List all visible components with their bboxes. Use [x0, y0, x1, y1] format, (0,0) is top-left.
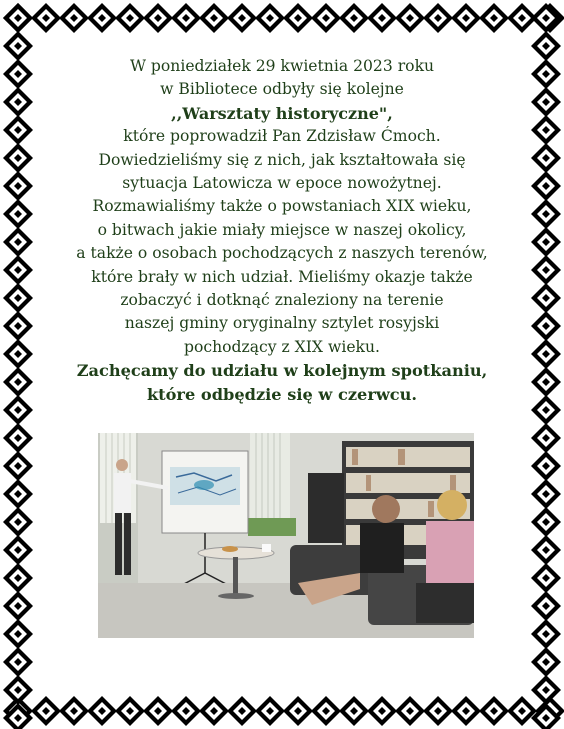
border-diamond — [3, 199, 33, 229]
border-diamond — [283, 696, 313, 726]
text-line-4: które poprowadził Pan Zdzisław Ćmoch. — [123, 127, 441, 146]
border-diamond — [3, 395, 33, 425]
border-diamond — [143, 3, 173, 33]
border-diamond — [3, 423, 33, 453]
border-diamond — [531, 451, 561, 481]
border-diamond — [227, 3, 257, 33]
border-diamond — [531, 479, 561, 509]
border-diamond — [171, 696, 201, 726]
border-diamond — [531, 59, 561, 89]
border-diamond — [227, 696, 257, 726]
border-diamond — [3, 227, 33, 257]
border-diamond — [311, 696, 341, 726]
border-diamond — [3, 563, 33, 593]
border-diamond — [3, 507, 33, 537]
border-diamond — [531, 227, 561, 257]
border-top — [0, 0, 564, 36]
border-diamond — [531, 395, 561, 425]
border-diamond — [3, 115, 33, 145]
border-diamond — [3, 451, 33, 481]
border-diamond — [283, 3, 313, 33]
border-diamond — [531, 31, 561, 61]
border-diamond — [395, 696, 425, 726]
border-diamond — [531, 535, 561, 565]
border-diamond — [255, 696, 285, 726]
border-diamond — [339, 696, 369, 726]
border-diamond — [531, 367, 561, 397]
text-line-7: Rozmawialiśmy także o powstaniach XIX wieku, — [92, 197, 472, 216]
border-diamond — [3, 367, 33, 397]
border-diamond — [3, 675, 33, 705]
border-diamond — [531, 339, 561, 369]
border-diamond — [339, 3, 369, 33]
border-diamond — [87, 696, 117, 726]
border-diamond — [3, 143, 33, 173]
border-diamond — [3, 311, 33, 341]
border-diamond — [3, 31, 33, 61]
text-line-11: zobaczyć i dotknąć znaleziony na terenie — [120, 291, 444, 310]
workshop-photo-illustration — [98, 433, 474, 638]
border-diamond — [531, 3, 561, 33]
border-diamond — [3, 87, 33, 117]
text-line-6: sytuacja Latowicza w epoce nowożytnej. — [122, 174, 442, 193]
border-diamond — [423, 3, 453, 33]
border-diamond — [531, 703, 561, 729]
border-diamond — [531, 171, 561, 201]
text-line-2: w Bibliotece odbyły się kolejne — [160, 80, 404, 99]
text-line-9: a także o osobach pochodzących z naszych terenów, — [76, 244, 488, 263]
text-line-5: Dowiedzieliśmy się z nich, jak kształtowała się — [98, 150, 466, 169]
border-diamond — [531, 423, 561, 453]
border-diamond — [531, 283, 561, 313]
border-diamond — [3, 255, 33, 285]
border-diamond — [115, 696, 145, 726]
invitation-line-2: które odbędzie się w czerwcu. — [146, 384, 418, 404]
border-diamond — [423, 696, 453, 726]
border-diamond — [531, 311, 561, 341]
text-line-1: W poniedziałek 29 kwietnia 2023 roku — [129, 57, 435, 75]
border-diamond — [171, 3, 201, 33]
border-diamond — [531, 199, 561, 229]
border-diamond — [3, 3, 33, 33]
text-line-8: o bitwach jakie miały miejsce w naszej okolicy, — [97, 220, 467, 239]
text-line-12: naszej gminy oryginalny sztylet rosyjski — [124, 314, 440, 333]
border-diamond — [3, 339, 33, 369]
border-diamond — [255, 3, 285, 33]
workshop-photo — [98, 433, 474, 638]
border-diamond — [199, 696, 229, 726]
border-diamond — [531, 507, 561, 537]
border-left — [0, 0, 36, 729]
border-diamond — [3, 59, 33, 89]
border-diamond — [87, 3, 117, 33]
border-diamond — [395, 3, 425, 33]
border-diamond — [59, 696, 89, 726]
border-diamond — [367, 696, 397, 726]
border-diamond — [531, 87, 561, 117]
border-diamond — [531, 143, 561, 173]
border-diamond — [311, 3, 341, 33]
border-diamond — [531, 255, 561, 285]
border-diamond — [451, 696, 481, 726]
text-line-10: które brały w nich udział. Mieliśmy okazje także — [91, 267, 473, 286]
border-right — [528, 0, 564, 729]
border-diamond — [479, 696, 509, 726]
border-diamond — [531, 619, 561, 649]
border-diamond — [531, 563, 561, 593]
border-diamond — [367, 3, 397, 33]
border-diamond — [479, 3, 509, 33]
border-diamond — [3, 535, 33, 565]
border-diamond — [199, 3, 229, 33]
border-diamond — [3, 171, 33, 201]
border-diamond — [143, 696, 173, 726]
border-diamond — [3, 591, 33, 621]
invitation-line-1: Zachęcamy do udziału w kolejnym spotkaniu, — [76, 361, 488, 381]
workshop-title: ,,Warsztaty historyczne", — [171, 103, 393, 123]
border-diamond — [3, 619, 33, 649]
announcement-text — [40, 55, 524, 406]
border-diamond — [3, 283, 33, 313]
border-diamond — [531, 675, 561, 705]
border-diamond — [59, 3, 89, 33]
border-diamond — [531, 115, 561, 145]
border-diamond — [451, 3, 481, 33]
border-diamond — [531, 591, 561, 621]
border-diamond — [3, 479, 33, 509]
border-bottom — [0, 693, 564, 729]
border-diamond — [115, 3, 145, 33]
border-diamond — [3, 703, 33, 729]
border-diamond — [3, 647, 33, 677]
border-diamond — [531, 647, 561, 677]
text-line-13: pochodzący z XIX wieku. — [183, 337, 381, 356]
